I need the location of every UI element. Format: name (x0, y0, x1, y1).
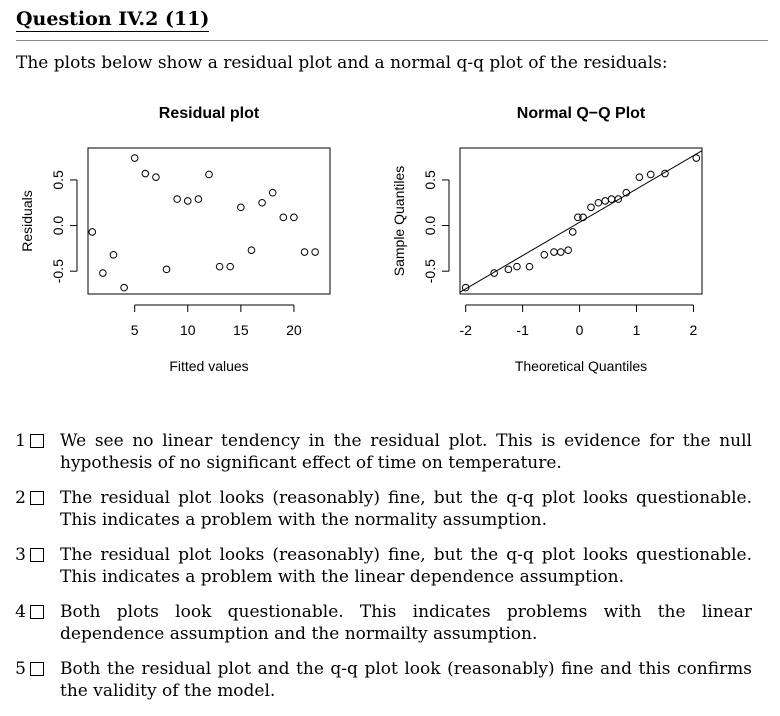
x-tick-label: 15 (233, 322, 249, 338)
qq-plot (372, 90, 762, 380)
answer-option-4 (12, 601, 752, 645)
y-axis-label: Residuals (19, 190, 35, 252)
data-point (174, 196, 181, 203)
option-checkbox[interactable] (30, 662, 44, 676)
x-tick-label: 5 (130, 322, 139, 338)
option-checkbox[interactable] (30, 434, 44, 448)
data-point (312, 249, 319, 256)
data-point (216, 263, 223, 270)
data-point (206, 171, 213, 178)
question-title: Question IV.2 (11) (16, 8, 210, 30)
option-checkbox[interactable] (30, 605, 44, 619)
question-intro: The plots below show a residual plot and a normal q-q plot of the residuals: (16, 53, 668, 73)
data-point (608, 196, 615, 203)
data-point (565, 247, 572, 254)
y-tick-label: 0.5 (50, 170, 66, 190)
data-point (569, 229, 576, 236)
data-point (142, 170, 149, 177)
data-point (259, 199, 266, 206)
data-point (269, 189, 276, 196)
option-number: 4 (15, 602, 26, 622)
data-point (602, 198, 609, 205)
x-tick-label: 10 (179, 322, 196, 338)
y-tick-label: 0.5 (422, 170, 438, 190)
x-axis-label: Fitted values (169, 358, 249, 374)
x-tick-label: -1 (516, 322, 529, 338)
data-point (551, 249, 558, 256)
x-tick-label: 20 (286, 322, 302, 338)
data-point (163, 266, 170, 273)
answer-option-2 (12, 487, 752, 531)
data-point (541, 251, 548, 258)
data-point (238, 204, 245, 211)
answer-option-5 (12, 658, 752, 702)
data-point (505, 266, 512, 273)
data-point (636, 174, 643, 181)
option-number: 2 (15, 488, 26, 508)
answer-option-3 (12, 544, 752, 588)
data-point (110, 251, 117, 258)
y-tick-label: 0.0 (422, 215, 438, 236)
option-number: 1 (15, 431, 26, 451)
option-number: 3 (15, 545, 26, 565)
data-point (195, 196, 202, 203)
y-tick-label: 0.0 (50, 215, 66, 236)
option-checkbox[interactable] (30, 491, 44, 505)
option-text: Both plots look questionable. This indicates problems with the linear dependence assumption and the normailty assumption. (60, 602, 752, 644)
residual-plot (0, 90, 390, 380)
data-point (588, 204, 595, 211)
y-axis-label: Sample Quantiles (391, 165, 407, 277)
y-tick-label: -0.5 (50, 259, 66, 284)
option-text: The residual plot looks (reasonably) fine, but the q-q plot looks questionable. This indicates a problem with the linear dependence assumption. (60, 545, 752, 587)
data-point (280, 214, 287, 221)
option-checkbox[interactable] (30, 548, 44, 562)
x-tick-label: 0 (575, 322, 584, 338)
data-point (647, 171, 654, 178)
answer-option-1 (12, 430, 752, 474)
data-point (131, 155, 138, 162)
x-tick-label: 2 (689, 322, 698, 338)
plot-title: Residual plot (158, 105, 260, 122)
option-text: The residual plot looks (reasonably) fine, but the q-q plot looks questionable. This indicates a problem with the normality assumption. (60, 488, 752, 530)
data-point (557, 249, 564, 256)
data-point (153, 174, 160, 181)
data-point (595, 199, 602, 206)
x-tick-label: -2 (459, 322, 472, 338)
title-divider (16, 40, 768, 41)
data-point (227, 263, 234, 270)
option-text: We see no linear tendency in the residual plot. This is evidence for the null hypothesis of no significant effect of time on temperature. (60, 431, 752, 473)
data-point (693, 155, 700, 162)
data-point (291, 214, 298, 221)
data-point (248, 247, 255, 254)
data-point (514, 263, 521, 270)
x-tick-label: 1 (632, 322, 641, 338)
data-point (121, 284, 128, 291)
data-point (526, 263, 533, 270)
plot-title: Normal Q−Q Plot (516, 105, 646, 122)
data-point (100, 270, 107, 277)
option-number: 5 (15, 659, 26, 679)
data-point (301, 249, 308, 256)
data-point (89, 229, 96, 236)
option-text: Both the residual plot and the q-q plot look (reasonably) fine and this confirms the validity of the model. (60, 659, 752, 701)
data-point (184, 198, 191, 205)
x-axis-label: Theoretical Quantiles (514, 358, 648, 374)
y-tick-label: -0.5 (422, 259, 438, 284)
